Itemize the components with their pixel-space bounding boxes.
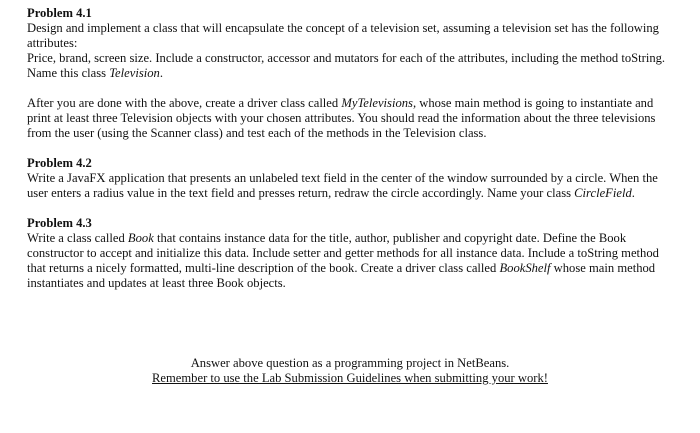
problem-title: Problem 4.3 [27, 216, 92, 230]
assignment-document [27, 6, 677, 291]
text-run: Write a class called [27, 231, 128, 245]
problem-4-3 [27, 216, 677, 291]
footer-instruction: Answer above question as a programming project in NetBeans. [190, 356, 510, 370]
italic-term: Television [109, 66, 160, 80]
text-run: Design and implement a class that will encapsulate the concept of a television set, assuming a television set has the following attributes: [27, 21, 659, 50]
text-run: Write a JavaFX application that presents an unlabeled text field in the center of the window surrounded by a circle. When the user enters a radius value in the text field and presses return, redraw the circle accordingly. Name your class [27, 171, 658, 200]
italic-term: CircleField [574, 186, 632, 200]
problem-title: Problem 4.1 [27, 6, 92, 20]
text-run: that contains instance data for the title, author, publisher and copyright date. Define the Book constructor to accept and initialize this data. Include setter and getter methods for all instance data. Include a toString method that returns a nicely formatted, multi-line description of the book. Create a driver class called [27, 231, 659, 275]
text-run: After you are done with the above, create a driver class called [27, 96, 342, 110]
footer [0, 356, 700, 386]
problem-paragraph [27, 171, 677, 201]
text-run: whose main method instantiates and updates at least three Book objects. [27, 261, 656, 290]
text-run: . [159, 66, 163, 80]
italic-term: MyTelevisions, [341, 96, 417, 110]
footer-reminder: Remember to use the Lab Submission Guidelines when submitting your work! [152, 371, 548, 385]
italic-term: Book [127, 231, 154, 245]
problem-4-2 [27, 156, 677, 201]
problem-paragraph [27, 21, 677, 81]
problem-title: Problem 4.2 [27, 156, 92, 170]
problem-4-1 [27, 6, 677, 141]
italic-term: BookShelf [499, 261, 551, 275]
problem-paragraph [27, 231, 677, 291]
text-run: . [631, 186, 635, 200]
problem-paragraph [27, 96, 677, 141]
text-run: whose main method is going to instantiate and print at least three Television objects with your chosen attributes. You should read the information about the three televisions from the user (using the Scanner class) and test each of the methods in the Television class. [27, 96, 656, 140]
text-run: Price, brand, screen size. Include a constructor, accessor and mutators for each of the attributes, including the method toString. Name this class [27, 51, 666, 80]
